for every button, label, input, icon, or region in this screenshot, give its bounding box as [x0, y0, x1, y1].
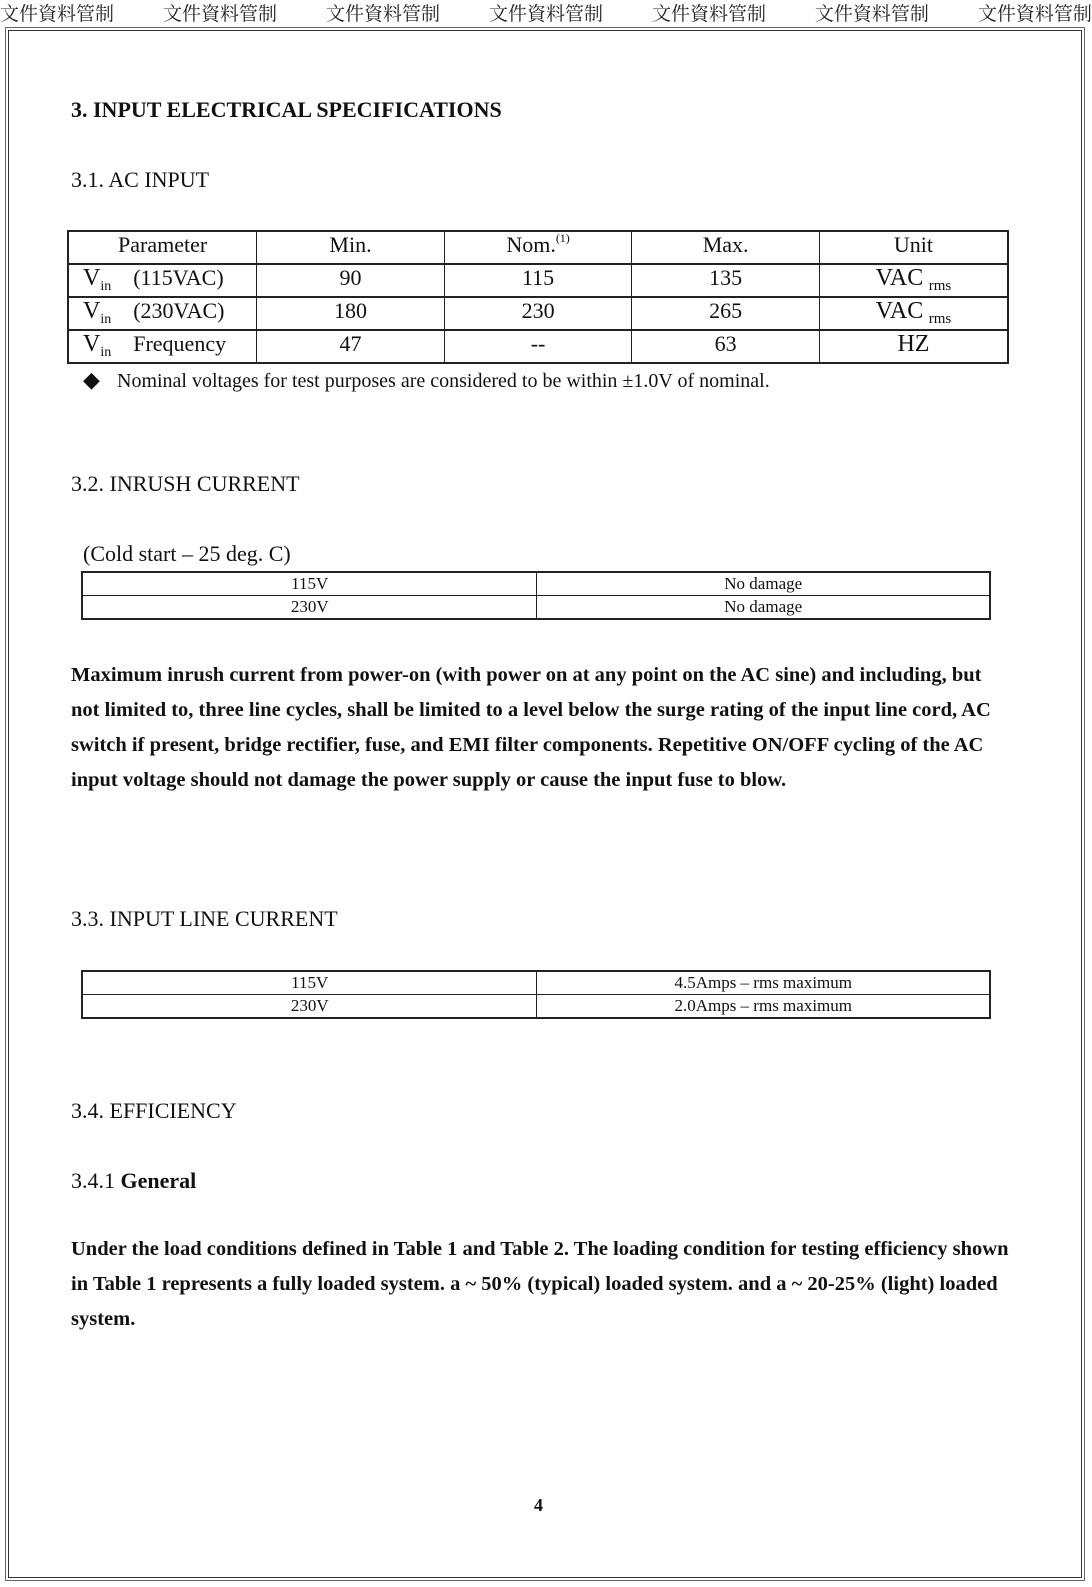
param-cell — [68, 264, 257, 297]
subheading-title: General — [120, 1168, 197, 1193]
voltage-cell: 115V — [82, 572, 537, 596]
efficiency-heading: 3.4. EFFICIENCY — [71, 1098, 237, 1123]
unit-label: VAC — [875, 265, 924, 291]
watermark-text: 文件資料管制 — [325, 2, 440, 24]
v-symbol: V — [83, 298, 101, 324]
v-subscript: in — [100, 345, 112, 360]
unit-subscript: rms — [928, 311, 952, 327]
param-cell — [68, 297, 257, 330]
header-nom-footnote: (1) — [555, 231, 570, 245]
watermark-banner — [0, 0, 1092, 24]
header-nom — [444, 231, 632, 264]
param-cell — [68, 330, 257, 363]
nom-cell: -- — [444, 330, 632, 363]
min-cell: 47 — [257, 330, 445, 363]
watermark-text: 文件資料管制 — [651, 2, 766, 24]
v-symbol: V — [83, 265, 101, 291]
section-title: 3. INPUT ELECTRICAL SPECIFICATIONS — [71, 97, 502, 122]
unit-cell — [819, 264, 1008, 297]
page-number: 4 — [534, 1495, 543, 1515]
line-current-table — [81, 970, 991, 1019]
header-min: Min. — [257, 231, 445, 264]
watermark-text: 文件資料管制 — [488, 2, 603, 24]
max-cell: 265 — [632, 297, 820, 330]
v-symbol: V — [83, 331, 101, 357]
table-row — [68, 297, 1008, 330]
param-label: (230VAC) — [133, 298, 225, 323]
current-cell: 2.0Amps – rms maximum — [537, 995, 990, 1019]
result-cell: No damage — [537, 596, 990, 620]
inrush-table — [81, 571, 991, 620]
watermark-text: 文件資料管制 — [977, 2, 1092, 24]
unit-label: VAC — [875, 298, 924, 324]
v-subscript: in — [100, 312, 112, 327]
nom-cell: 115 — [444, 264, 632, 297]
note-text: Nominal voltages for test purposes are considered to be within ±1.0V of nominal. — [117, 370, 770, 392]
voltage-cell: 115V — [82, 971, 537, 995]
ac-input-table — [67, 230, 1009, 364]
unit-cell — [819, 297, 1008, 330]
voltage-cell: 230V — [82, 596, 537, 620]
nom-cell: 230 — [444, 297, 632, 330]
efficiency-paragraph: Under the load conditions defined in Table 1 and Table 2. The loading condition for testing efficiency shown in Table 1 represents a fully loaded system. a ~ 50% (typical) loaded system. and a ~ 20-25% (light) loaded system. — [71, 1238, 1009, 1330]
unit-subscript: rms — [928, 278, 952, 294]
header-nom-label: Nom. — [506, 232, 556, 257]
watermark-text: 文件資料管制 — [162, 2, 277, 24]
inrush-condition: (Cold start – 25 deg. C) — [83, 541, 291, 566]
table-row — [68, 330, 1008, 363]
ac-input-heading: 3.1. AC INPUT — [71, 167, 210, 192]
min-cell: 180 — [257, 297, 445, 330]
table-row — [68, 264, 1008, 297]
table-row — [82, 596, 990, 620]
header-max: Max. — [632, 231, 820, 264]
watermark-text: 文件資料管制 — [0, 2, 115, 24]
inrush-paragraph: Maximum inrush current from power-on (with power on at any point on the AC sine) and including, but not limited to, three line cycles, shall be limited to a level below the surge rating of the input line cord, AC switch if present, bridge rectifier, fuse, and EMI filter components. Repetitive ON/OFF cycling of the AC input voltage should not damage the power supply or cause the input fuse to blow. — [71, 664, 991, 791]
efficiency-subheading — [71, 1168, 196, 1194]
result-cell: No damage — [537, 572, 990, 596]
diamond-bullet-icon: ◆ — [83, 367, 100, 392]
header-unit: Unit — [819, 231, 1008, 264]
table-row — [82, 572, 990, 596]
voltage-cell: 230V — [82, 995, 537, 1019]
header-parameter: Parameter — [68, 231, 257, 264]
param-label: (115VAC) — [133, 265, 224, 290]
max-cell: 135 — [632, 264, 820, 297]
current-cell: 4.5Amps – rms maximum — [537, 971, 990, 995]
watermark-text: 文件資料管制 — [814, 2, 929, 24]
max-cell: 63 — [632, 330, 820, 363]
inrush-heading: 3.2. INRUSH CURRENT — [71, 471, 300, 496]
table-row — [82, 971, 990, 995]
table-header-row — [68, 231, 1008, 264]
line-current-heading: 3.3. INPUT LINE CURRENT — [71, 906, 338, 931]
unit-label: HZ — [897, 331, 930, 357]
param-label: Frequency — [133, 331, 227, 356]
unit-cell — [819, 330, 1008, 363]
nominal-note — [83, 367, 770, 393]
v-subscript: in — [100, 279, 112, 294]
min-cell: 90 — [257, 264, 445, 297]
table-row — [82, 995, 990, 1019]
subheading-number: 3.4.1 — [71, 1168, 115, 1193]
